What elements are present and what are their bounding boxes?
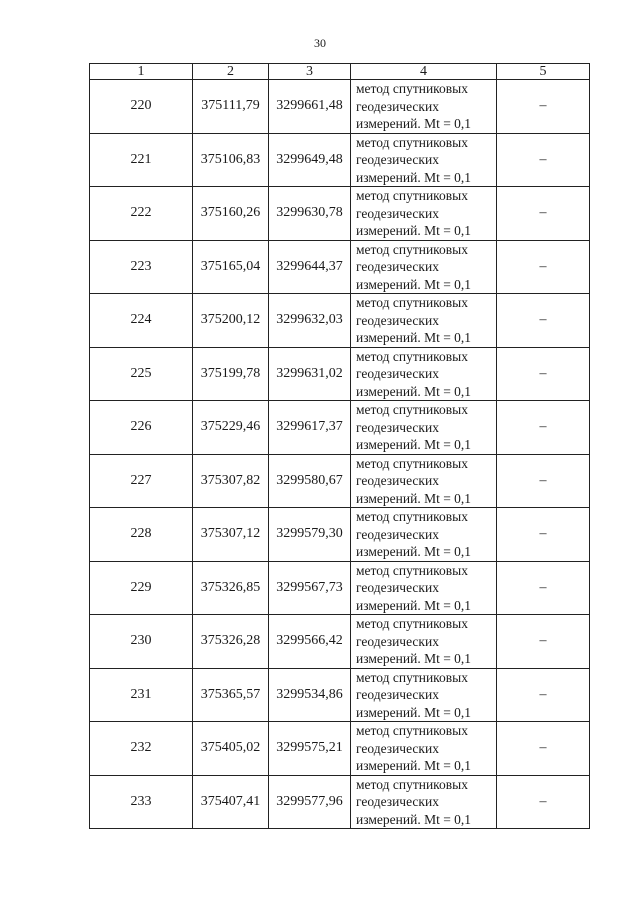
y-coordinate-cell: 3299644,37 [269,240,351,294]
method-line: геодезических [356,740,439,756]
y-coordinate-cell: 3299649,48 [269,133,351,187]
point-number-cell: 220 [90,80,193,134]
table-row [90,80,590,134]
method-line: метод спутниковых [356,188,468,203]
table-row [90,454,590,508]
method-line: измерений. Mt = 0,1 [356,169,472,185]
method-line: метод спутниковых [356,723,468,738]
method-line: измерений. Mt = 0,1 [356,597,472,613]
method-line: измерений. Mt = 0,1 [356,811,472,827]
method-line: метод спутниковых [356,134,468,150]
method-cell [351,668,497,722]
col5-cell: – [497,133,590,187]
x-coordinate-cell: 375407,41 [193,775,269,829]
point-number-cell: 228 [90,508,193,562]
method-line: метод спутниковых [356,616,468,631]
method-cell [351,347,497,401]
point-number-cell: 225 [90,347,193,401]
col5-cell: – [497,80,590,134]
method-line: метод спутниковых [356,81,468,96]
method-line: геодезических [356,419,439,435]
method-line: геодезических [356,687,439,702]
col5-cell: – [497,722,590,776]
method-line: геодезических [356,205,439,221]
x-coordinate-cell: 375199,78 [193,347,269,401]
method-cell [351,722,497,776]
x-coordinate-cell: 375106,83 [193,133,269,187]
x-coordinate-cell: 375229,46 [193,401,269,455]
method-cell [351,454,497,508]
table-row [90,187,590,241]
col5-cell: – [497,454,590,508]
x-coordinate-cell: 375200,12 [193,294,269,348]
method-line: геодезических [356,366,439,381]
table-row [90,615,590,669]
table-row [90,347,590,401]
method-line: геодезических [356,312,439,328]
y-coordinate-cell: 3299566,42 [269,615,351,669]
method-line: метод спутниковых [356,348,468,364]
method-cell [351,561,497,615]
method-line: измерений. Mt = 0,1 [356,437,472,452]
method-cell [351,187,497,241]
y-coordinate-cell: 3299632,03 [269,294,351,348]
col5-cell: – [497,508,590,562]
method-line: геодезических [356,259,439,274]
x-coordinate-cell: 375160,26 [193,187,269,241]
method-line: метод спутниковых [356,669,468,685]
method-cell [351,615,497,669]
method-cell [351,240,497,294]
method-line: геодезических [356,633,439,649]
table-row [90,240,590,294]
method-line: измерений. Mt = 0,1 [356,116,472,131]
y-coordinate-cell: 3299579,30 [269,508,351,562]
method-line: измерений. Mt = 0,1 [356,490,472,506]
y-coordinate-cell: 3299631,02 [269,347,351,401]
method-line: геодезических [356,98,439,114]
method-cell [351,401,497,455]
method-line: измерений. Mt = 0,1 [356,651,472,666]
y-coordinate-cell: 3299580,67 [269,454,351,508]
method-line: геодезических [356,473,439,488]
table-row [90,133,590,187]
method-line: измерений. Mt = 0,1 [356,223,472,238]
method-cell [351,775,497,829]
x-coordinate-cell: 375405,02 [193,722,269,776]
point-number-cell: 224 [90,294,193,348]
method-line: метод спутниковых [356,776,468,792]
method-line: метод спутниковых [356,295,468,310]
point-number-cell: 230 [90,615,193,669]
col5-cell: – [497,347,590,401]
table-row [90,294,590,348]
header-col-3: 3 [269,64,351,80]
col5-cell: – [497,240,590,294]
method-line: метод спутниковых [356,402,468,417]
col5-cell: – [497,294,590,348]
point-number-cell: 227 [90,454,193,508]
method-line: метод спутниковых [356,562,468,578]
y-coordinate-cell: 3299617,37 [269,401,351,455]
method-line: измерений. Mt = 0,1 [356,544,472,559]
method-cell [351,80,497,134]
y-coordinate-cell: 3299575,21 [269,722,351,776]
x-coordinate-cell: 375111,79 [193,80,269,134]
x-coordinate-cell: 375307,12 [193,508,269,562]
col5-cell: – [497,187,590,241]
method-line: метод спутниковых [356,455,468,471]
method-cell [351,294,497,348]
method-line: измерений. Mt = 0,1 [356,704,472,720]
col5-cell: – [497,561,590,615]
point-number-cell: 223 [90,240,193,294]
x-coordinate-cell: 375365,57 [193,668,269,722]
x-coordinate-cell: 375326,85 [193,561,269,615]
table-row [90,401,590,455]
point-number-cell: 222 [90,187,193,241]
header-col-5: 5 [497,64,590,80]
table-row [90,722,590,776]
header-col-2: 2 [193,64,269,80]
y-coordinate-cell: 3299534,86 [269,668,351,722]
x-coordinate-cell: 375326,28 [193,615,269,669]
y-coordinate-cell: 3299661,48 [269,80,351,134]
page-number: 30 [314,36,326,50]
x-coordinate-cell: 375165,04 [193,240,269,294]
method-line: измерений. Mt = 0,1 [356,330,472,345]
col5-cell: – [497,668,590,722]
method-line: измерений. Mt = 0,1 [356,758,472,773]
method-line: метод спутниковых [356,509,468,524]
table-row [90,561,590,615]
col5-cell: – [497,775,590,829]
method-line: геодезических [356,580,439,595]
method-line: метод спутниковых [356,241,468,257]
point-number-cell: 231 [90,668,193,722]
point-number-cell: 232 [90,722,193,776]
table-header-row [90,64,590,80]
header-col-1: 1 [90,64,193,80]
method-cell [351,133,497,187]
point-number-cell: 226 [90,401,193,455]
point-number-cell: 229 [90,561,193,615]
point-number-cell: 221 [90,133,193,187]
method-cell [351,508,497,562]
point-number-cell: 233 [90,775,193,829]
y-coordinate-cell: 3299567,73 [269,561,351,615]
table-row [90,775,590,829]
method-line: геодезических [356,152,439,167]
col5-cell: – [497,401,590,455]
table-body [90,80,590,829]
header-col-4: 4 [351,64,497,80]
coordinates-table [89,63,590,829]
y-coordinate-cell: 3299577,96 [269,775,351,829]
method-line: геодезических [356,794,439,809]
y-coordinate-cell: 3299630,78 [269,187,351,241]
method-line: измерений. Mt = 0,1 [356,383,472,399]
col5-cell: – [497,615,590,669]
table-row [90,668,590,722]
table-row [90,508,590,562]
method-line: геодезических [356,526,439,542]
method-line: измерений. Mt = 0,1 [356,276,472,292]
x-coordinate-cell: 375307,82 [193,454,269,508]
